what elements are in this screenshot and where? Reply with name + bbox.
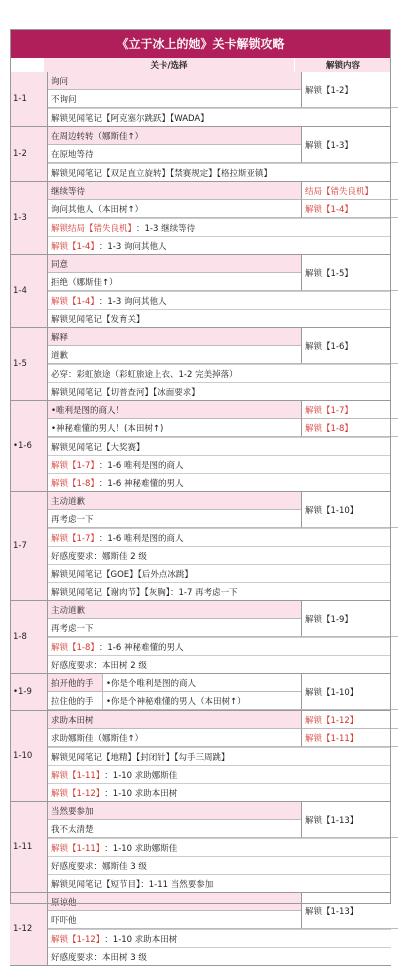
note-text: 好感度要求：本田树 3 级	[51, 952, 147, 963]
unlock-note	[48, 108, 391, 126]
level-label: 1-5	[10, 328, 48, 400]
unlock-note	[48, 528, 391, 546]
unlock-note	[48, 637, 391, 655]
level-label: 1-12	[10, 893, 48, 965]
option-text: 继续等待	[48, 182, 301, 199]
note-text: ：1-6 唯利是图的商人	[98, 460, 184, 471]
unlock-note	[48, 564, 391, 582]
option-text: 再考虑一下	[48, 510, 301, 527]
note-text: ：1-6 神秘难懂的男人	[98, 478, 184, 489]
note-prefix: 解锁【1-12】	[51, 788, 105, 799]
level-group	[10, 492, 391, 601]
note-prefix: 解锁【1-8】	[51, 642, 99, 653]
unlock-note	[48, 473, 391, 491]
header-unlock: 解锁内容	[295, 58, 391, 73]
option-text: 原谅他	[48, 893, 301, 910]
unlock-note	[48, 218, 391, 236]
note-prefix: 解锁【1-7】	[51, 533, 99, 544]
note-text: 好感度要求：娜斯佳 2 级	[51, 551, 147, 562]
option-text: 主动道歉	[48, 492, 301, 509]
option-text: 同意	[48, 255, 301, 272]
option-text: 在原地等待	[48, 145, 301, 162]
note-text: ：1-10 求助娜斯佳	[104, 843, 178, 854]
unlock-note	[48, 546, 391, 564]
option-text: 询问其他人（本田树↑）	[48, 200, 301, 217]
option-text: 主动道歉	[48, 601, 301, 618]
unlock-note	[48, 874, 391, 892]
note-text: ：1-10 求助本田树	[104, 788, 178, 799]
option-text: 吓吓他	[48, 911, 301, 928]
level-group	[10, 711, 391, 802]
level-label: 1-10	[10, 711, 48, 801]
unlock-note	[48, 364, 391, 382]
note-prefix: 解锁【1-11】	[51, 770, 105, 781]
note-text: 解锁见闻笔记【GOE】【后外点冰跳】	[51, 569, 193, 580]
unlock-note	[48, 291, 391, 309]
header-level: 关卡/选择	[44, 58, 294, 73]
option-text: 询问	[48, 72, 301, 89]
level-label: 1-8	[10, 601, 48, 673]
level-label: •1-6	[10, 401, 48, 491]
option-text: 解释	[48, 328, 301, 345]
unlock-note	[48, 437, 391, 455]
note-text: 解锁见闻笔记【谢肉节】【灰胸】：1-7 再考虑一下	[51, 587, 238, 598]
unlock-content: 解锁【1-13】	[301, 802, 398, 838]
unlock-note	[48, 655, 391, 673]
unlock-note	[48, 783, 391, 801]
unlock-note	[48, 455, 391, 473]
level-group	[10, 255, 391, 328]
unlock-content: 解锁【1-13】	[301, 893, 398, 929]
level-label: 1-7	[10, 492, 48, 600]
unlock-content: 解锁【1-2】	[301, 72, 398, 108]
note-text: 好感度要求：娜斯佳 3 级	[51, 861, 147, 872]
unlock-note	[48, 929, 391, 947]
unlock-note	[48, 382, 391, 400]
unlock-note	[48, 947, 391, 965]
unlock-note	[48, 236, 391, 254]
option-subtext: •你是个神秘难懂的男人（本田树↑）	[102, 692, 301, 709]
note-prefix: 解锁【1-8】	[51, 478, 99, 489]
level-label: 1-3	[10, 182, 48, 254]
option-text: 拒绝（娜斯佳↑）	[48, 273, 301, 290]
note-text: 解锁见闻笔记【切普查河】【冰面要求】	[51, 387, 200, 398]
level-label: 1-1	[10, 72, 48, 126]
note-prefix: 解锁【1-7】	[51, 460, 99, 471]
note-text: 解锁见闻笔记【双足直立旋转】【禁赛规定】【格拉斯亚镇】	[51, 168, 273, 179]
unlock-note	[48, 856, 391, 874]
note-prefix: 解锁结局【错失良机】	[51, 223, 137, 234]
note-text: 解锁见闻笔记【阿克塞尔跳跃】【WADA】	[51, 113, 209, 124]
unlock-note	[48, 309, 391, 327]
level-label: 1-4	[10, 255, 48, 327]
option-text: •唯利是图的商人！	[48, 401, 301, 418]
level-group	[10, 601, 391, 674]
note-prefix: 解锁【1-4】	[51, 296, 99, 307]
option-text: 求助娜斯佳（娜斯佳↑）	[48, 729, 301, 746]
level-group	[10, 802, 391, 893]
unlock-content: 解锁【1-5】	[301, 255, 398, 291]
unlock-content: 解锁【1-3】	[301, 127, 398, 163]
option-text: 再考虑一下	[48, 619, 301, 636]
level-label: 1-2	[10, 127, 48, 181]
page-title: 《立于冰上的她》关卡解锁攻略	[10, 29, 391, 58]
note-text: 解锁见闻笔记【大奖赛】	[51, 442, 145, 453]
level-group	[10, 328, 391, 401]
option-text: 当然要参加	[48, 802, 301, 819]
option-text: 拍开他的手	[48, 674, 102, 691]
option-text: •神秘难懂的男人！(本田树↑)	[48, 419, 301, 436]
note-text: ：1-10 求助本田树	[104, 934, 178, 945]
unlock-content: 结局【错失良机】	[301, 182, 398, 200]
option-text: 道歉	[48, 346, 301, 363]
note-text: 解锁见闻笔记【短节目】：1-11 当然要参加	[51, 879, 214, 890]
option-subtext: •你是个唯利是图的商人	[102, 674, 301, 691]
option-text: 不询问	[48, 90, 301, 107]
note-prefix: 解锁【1-4】	[51, 241, 99, 252]
unlock-note	[48, 838, 391, 856]
unlock-content: 解锁【1-10】	[301, 492, 398, 528]
note-text: 必穿：彩虹旅途（彩虹旅途上衣、1-2 完美掉落）	[51, 369, 238, 380]
unlock-content: 解锁【1-9】	[301, 601, 398, 637]
unlock-note	[48, 163, 391, 181]
unlock-content: 解锁【1-6】	[301, 328, 398, 364]
unlock-content: 解锁【1-10】	[301, 674, 398, 710]
level-group	[10, 127, 391, 182]
unlock-content: 解锁【1-11】	[301, 729, 398, 747]
level-group	[10, 182, 391, 255]
note-text: ：1-10 求助娜斯佳	[104, 770, 178, 781]
unlock-note	[48, 582, 391, 600]
note-text: 解锁见闻笔记【发育关】	[51, 314, 145, 325]
unlock-content: 解锁【1-12】	[301, 711, 398, 729]
note-text: ：1-3 询问其他人	[98, 241, 167, 252]
note-prefix: 解锁【1-12】	[51, 934, 105, 945]
note-text: ：1-6 神秘难懂的男人	[98, 642, 184, 653]
level-label: •1-9	[10, 674, 48, 710]
unlock-content: 解锁【1-8】	[301, 419, 398, 437]
level-label: 1-11	[10, 802, 48, 892]
level-group	[10, 401, 391, 492]
level-group	[10, 674, 391, 711]
option-text: 拉住他的手	[48, 692, 102, 709]
note-prefix: 解锁【1-11】	[51, 843, 105, 854]
note-text: ：1-3 继续等待	[136, 223, 196, 234]
unlock-note	[48, 765, 391, 783]
note-text: ：1-3 询问其他人	[98, 296, 167, 307]
note-text: ：1-6 唯利是图的商人	[98, 533, 184, 544]
note-text: 好感度要求：本田树 2 级	[51, 660, 147, 671]
option-text: 求助本田树	[48, 711, 301, 728]
option-text: 我不太清楚	[48, 820, 301, 837]
note-text: 解锁见闻笔记【地精】【封闭针】【勾手三周跳】	[51, 752, 230, 763]
unlock-content: 解锁【1-4】	[301, 200, 398, 218]
level-group	[10, 72, 391, 127]
option-text: 在周边转转（娜斯佳↑）	[48, 127, 301, 144]
unlock-note	[48, 747, 391, 765]
unlock-content: 解锁【1-7】	[301, 401, 398, 419]
level-table	[10, 72, 391, 966]
